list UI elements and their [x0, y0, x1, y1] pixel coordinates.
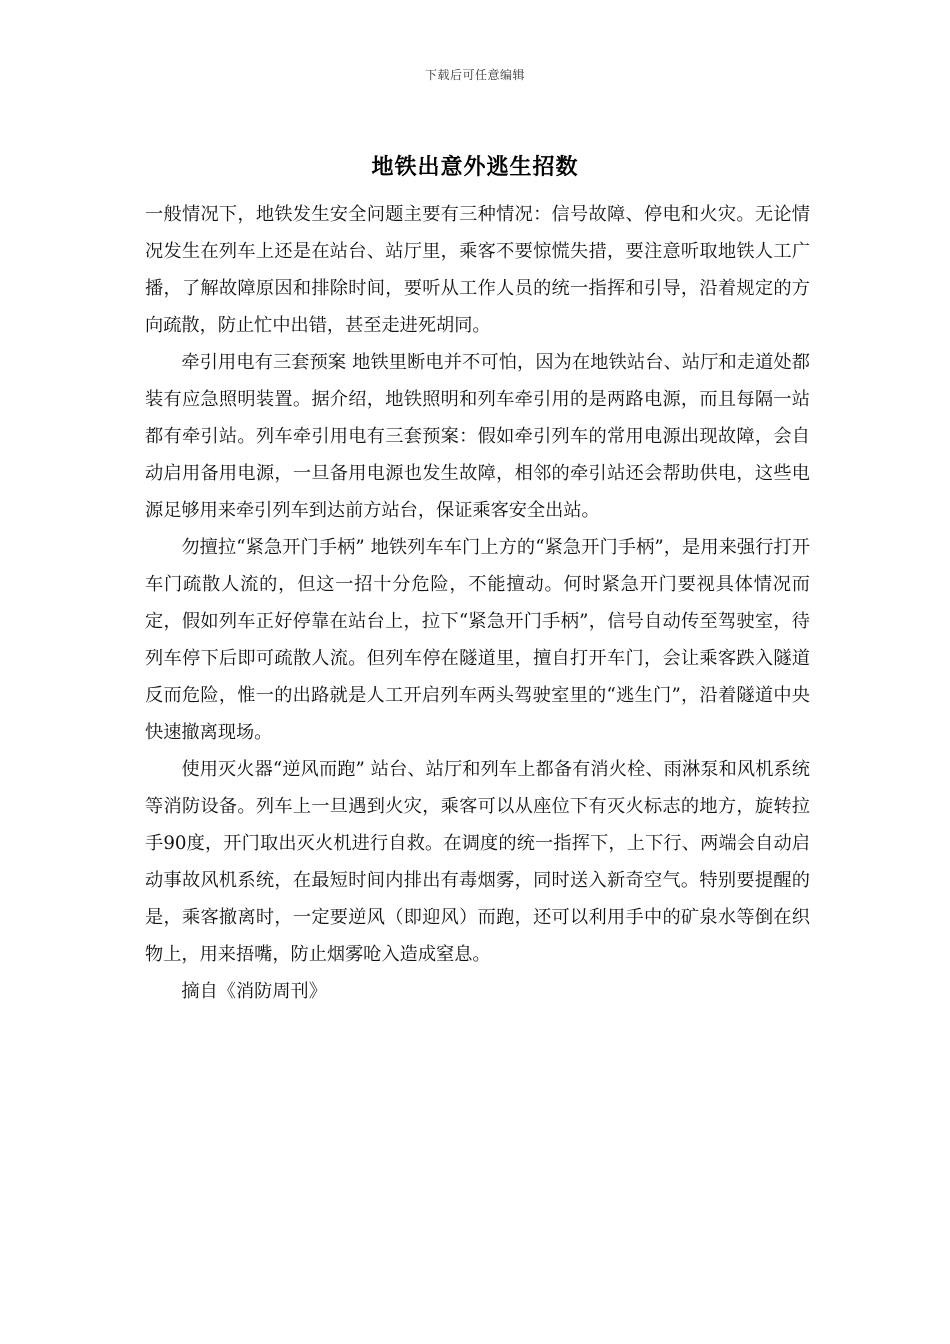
document-body — [145, 196, 810, 1010]
paragraph-traction-power: 牵引用电有三套预案 地铁里断电并不可怕，因为在地铁站台、站厅和走道处都装有应急照明装置。据介绍，地铁照明和列车牵引用的是两路电源，而且每隔一站都有牵引站。列车牵引用电有三套预案：假如牵引列车的常用电源出现故障，会自动启用备用电源，一旦备用电源也发生故障，相邻的牵引站还会帮助供电，这些电源足够用来牵引列车到达前方站台，保证乘客安全出站。 — [145, 352, 810, 521]
document-title: 地铁出意外逃生招数 — [371, 154, 579, 180]
paragraph-intro: 一般情况下，地铁发生安全问题主要有三种情况：信号故障、停电和火灾。无论情况发生在列车上还是在站台、站厅里，乘客不要惊慌失措，要注意听取地铁人工广播，了解故障原因和排除时间，要听从工作人员的统一指挥和引导，沿着规定的方向疏散，防止忙中出错，甚至走进死胡同。 — [145, 204, 810, 336]
paragraph-fire-extinguisher: 使用灭火器“逆风而跑” 站台、站厅和列车上都备有消火栓、雨淋泵和风机系统等消防设备。列车上一旦遇到火灾，乘客可以从座位下有灭火标志的地方，旋转拉手90度，开门取出灭火机进行自救。在调度的统一指挥下，上下行、两端会自动启动事故风机系统，在最短时间内排出有毒烟雾，同时送入新奇空气。特别要提醒的是，乘客撤离时，一定要逆风（即迎风）而跑，还可以利用手中的矿泉水等倒在织物上，用来捂嘴，防止烟雾呛入造成窒息。 — [145, 759, 810, 965]
paragraph-emergency-door-handle: 勿擅拉“紧急开门手柄” 地铁列车车门上方的“紧急开门手柄”，是用来强行打开车门疏散人流的，但这一招十分危险，不能擅动。何时紧急开门要视具体情况而定，假如列车正好停靠在站台上，拉下“紧急开门手柄”，信号自动传至驾驶室，待列车停下后即可疏散人流。但列车停在隧道里，擅自打开车门，会让乘客跌入隧道反而危险，惟一的出路就是人工开启列车两头驾驶室里的“逃生门”，沿着隧道中央快速撤离现场。 — [145, 537, 810, 743]
page-header-note: 下载后可任意编辑 — [424, 68, 525, 82]
source-citation: 摘自《消防周刊》 — [181, 981, 327, 1002]
